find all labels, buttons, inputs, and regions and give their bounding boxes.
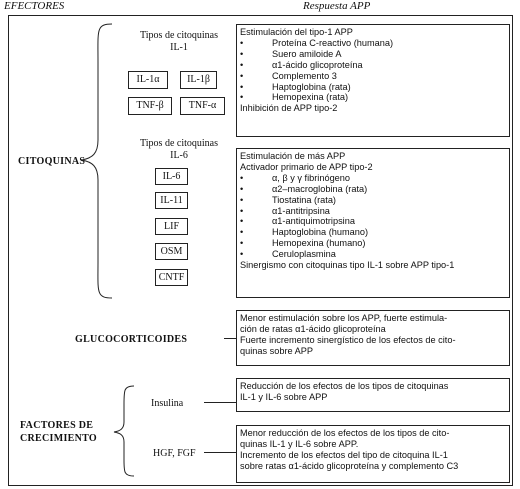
response-gluco-line-3: Fuerte incremento sinergístico de los efectos de cito- bbox=[240, 334, 456, 345]
bullet: • bbox=[240, 37, 244, 48]
list-item bbox=[240, 216, 506, 227]
response-header: Respuesta APP bbox=[303, 0, 371, 12]
cytokine-box-lif: LIF bbox=[155, 218, 188, 235]
list-item-text: Hemopexina (humano) bbox=[272, 238, 366, 249]
bullet: • bbox=[240, 216, 244, 227]
bullet: • bbox=[240, 249, 244, 260]
list-item bbox=[240, 173, 506, 184]
response-box-glucocorticoids bbox=[236, 310, 510, 366]
list-item-text: Tiostatina (rata) bbox=[272, 194, 336, 205]
response-box-il6 bbox=[236, 148, 510, 298]
list-item bbox=[240, 206, 506, 217]
list-item-text: α1-ácido glicoproteína bbox=[272, 59, 363, 70]
response-il6-footer: Sinergismo con citoquinas tipo IL-1 sobre APP tipo-1 bbox=[240, 260, 455, 271]
cytokine-box-tnfa: TNF-α bbox=[180, 97, 225, 115]
list-item bbox=[240, 71, 506, 82]
cytokines-brace bbox=[76, 22, 116, 300]
bullet: • bbox=[240, 227, 244, 238]
list-item-text: Hemopexina (rata) bbox=[272, 92, 349, 103]
bullet: • bbox=[240, 48, 244, 59]
response-il6-title: Estimulación de más APP bbox=[240, 151, 346, 161]
response-hgf-line-2: quinas IL-1 y IL-6 sobre APP. bbox=[240, 438, 359, 449]
list-item bbox=[240, 184, 506, 195]
hgf-connector bbox=[204, 452, 236, 453]
response-il6-subtitle: Activador primario de APP tipo-2 bbox=[240, 161, 373, 172]
list-item bbox=[240, 195, 506, 206]
cytokine-box-il11: IL-11 bbox=[155, 192, 188, 209]
cytokine-box-il1b: IL-1β bbox=[180, 71, 217, 89]
il1-title bbox=[124, 30, 234, 54]
il6-title-line2: IL-6 bbox=[170, 150, 188, 161]
cytokines-label: CITOQUINAS bbox=[18, 156, 86, 167]
response-box-insulin bbox=[236, 378, 510, 412]
response-il1-footer: Inhibición de APP tipo-2 bbox=[240, 103, 338, 114]
glucocorticoid-connector bbox=[224, 338, 236, 339]
response-insulin-line-1: Reducción de los efectos de los tipos de citoquinas bbox=[240, 381, 449, 391]
insulin-connector bbox=[204, 402, 236, 403]
response-box-il1 bbox=[236, 24, 510, 137]
bullet: • bbox=[240, 70, 244, 81]
list-item bbox=[240, 49, 506, 60]
growth-factors-brace bbox=[108, 384, 138, 478]
bullet: • bbox=[240, 81, 244, 92]
list-item-text: Suero amiloide A bbox=[272, 48, 342, 59]
bullet: • bbox=[240, 183, 244, 194]
response-gluco-line-4: quinas sobre APP bbox=[240, 345, 314, 356]
list-item-text: α2–macroglobina (rata) bbox=[272, 183, 368, 194]
hgf-fgf-label: HGF, FGF bbox=[153, 448, 196, 459]
bullet: • bbox=[240, 92, 244, 103]
cytokine-box-il6: IL-6 bbox=[155, 168, 188, 185]
cytokine-box-il1a: IL-1α bbox=[128, 71, 168, 89]
effectors-header: EFECTORES bbox=[4, 0, 65, 12]
list-item bbox=[240, 38, 506, 49]
il6-title-line1: Tipos de citoquinas bbox=[140, 138, 218, 149]
growth-factors-label-line2: CRECIMIENTO bbox=[20, 433, 98, 444]
response-gluco-line-2: ción de ratas α1-ácido glicoproteína bbox=[240, 323, 386, 334]
list-item bbox=[240, 92, 506, 103]
cytokine-box-osm: OSM bbox=[155, 243, 188, 260]
response-hgf-line-4: sobre ratas α1-ácido glicoproteína y complemento C3 bbox=[240, 460, 459, 471]
list-item bbox=[240, 60, 506, 71]
list-item-text: Ceruloplasmina bbox=[272, 249, 336, 260]
bullet: • bbox=[240, 172, 244, 183]
cytokine-box-cntf: CNTF bbox=[155, 269, 188, 286]
list-item bbox=[240, 82, 506, 93]
response-il1-title: Estimulación del tipo-1 APP bbox=[240, 27, 353, 37]
il1-title-line2: IL-1 bbox=[170, 42, 188, 53]
glucocorticoids-label: GLUCOCORTICOIDES bbox=[75, 334, 188, 345]
il6-title bbox=[124, 138, 234, 162]
list-item-text: α, β y γ fibrinógeno bbox=[272, 172, 351, 183]
il1-title-line1: Tipos de citoquinas bbox=[140, 30, 218, 41]
response-hgf-line-3: Incremento de los efectos del tipo de citoquina IL-1 bbox=[240, 449, 448, 460]
list-item-text: Complemento 3 bbox=[272, 70, 337, 81]
list-item-text: α1-antiquimotripsina bbox=[272, 216, 355, 227]
response-gluco-line-1: Menor estimulación sobre los APP, fuerte estimula- bbox=[240, 313, 448, 323]
growth-factors-label-line1: FACTORES DE bbox=[20, 420, 94, 431]
response-box-hgf-fgf bbox=[236, 425, 510, 483]
insulin-label: Insulina bbox=[151, 398, 184, 409]
list-item-text: Haptoglobina (humano) bbox=[272, 227, 369, 238]
response-insulin-line-2: IL-1 y IL-6 sobre APP bbox=[240, 391, 328, 402]
list-item-text: α1-antitripsina bbox=[272, 205, 330, 216]
cytokine-box-tnfb: TNF-β bbox=[128, 97, 172, 115]
bullet: • bbox=[240, 59, 244, 70]
bullet: • bbox=[240, 194, 244, 205]
list-item-text: Haptoglobina (rata) bbox=[272, 81, 351, 92]
response-hgf-line-1: Menor reducción de los efectos de los tipos de cito- bbox=[240, 428, 450, 438]
list-item-text: Proteína C-reactivo (humana) bbox=[272, 37, 394, 48]
bullet: • bbox=[240, 238, 244, 249]
list-item bbox=[240, 249, 506, 260]
list-item bbox=[240, 238, 506, 249]
bullet: • bbox=[240, 205, 244, 216]
list-item bbox=[240, 227, 506, 238]
